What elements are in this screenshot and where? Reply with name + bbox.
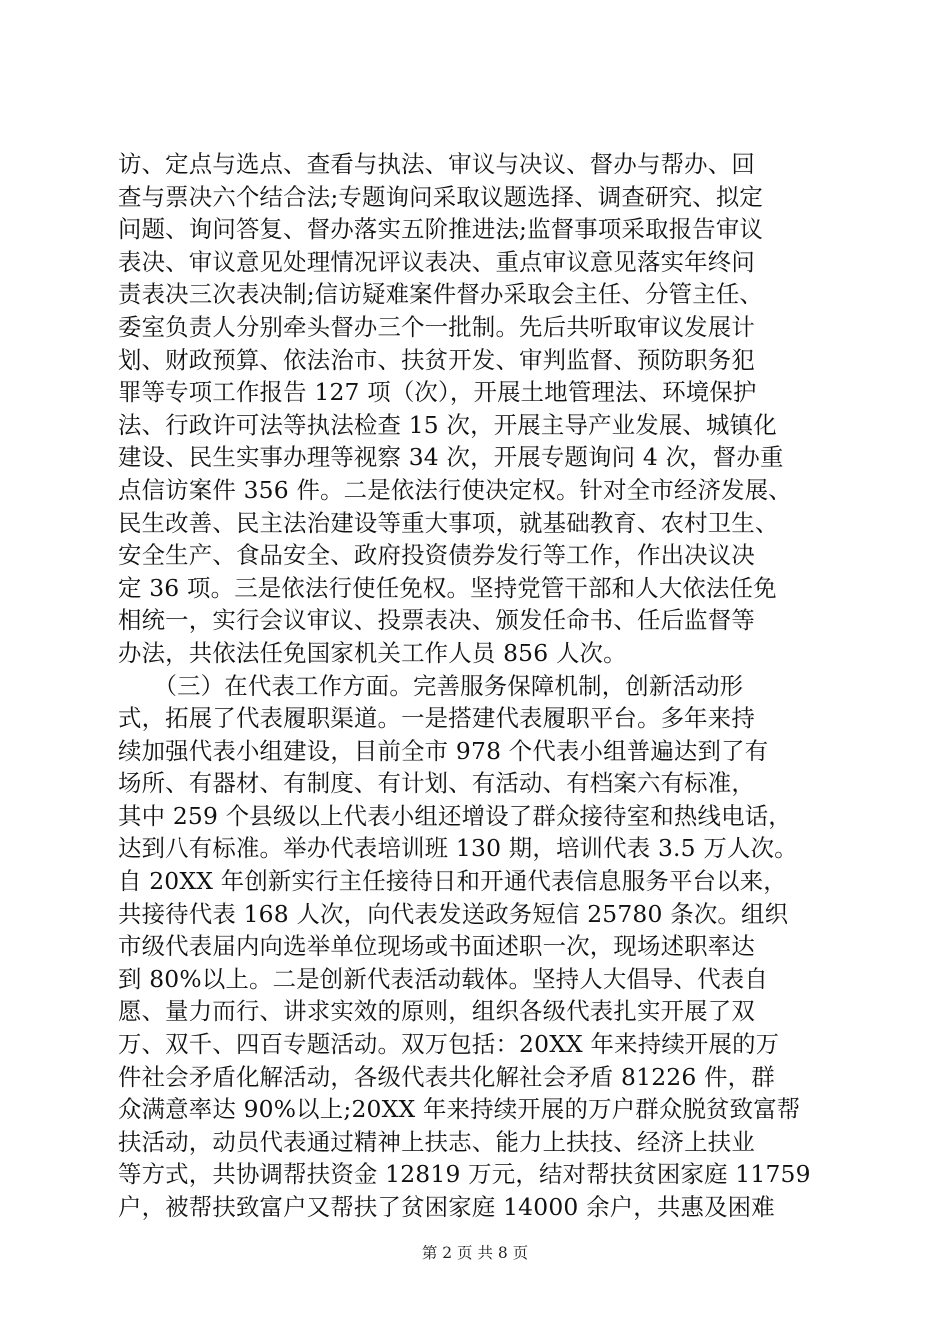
text-line: 民生改善、民主法治建设等重大事项，就基础教育、农村卫生、	[118, 508, 779, 537]
text-line: 问题、询问答复、督办落实五阶推进法;监督事项采取报告审议	[118, 215, 764, 244]
text-line: 件社会矛盾化解活动，各级代表共化解社会矛盾 81226 件，群	[118, 1062, 775, 1091]
text-line: 办法，共依法任免国家机关工作人员 856 人次。	[118, 638, 627, 667]
text-line: 点信访案件 356 件。二是依法行使决定权。针对全市经济发展、	[118, 475, 792, 504]
text-line: 达到八有标准。举办代表培训班 130 期，培训代表 3.5 万人次。	[118, 834, 798, 863]
text-line: 共接待代表 168 人次，向代表发送政务短信 25780 条次。组织	[118, 899, 789, 928]
text-line: 定 36 项。三是依法行使任免权。坚持党管干部和人大依法任免	[118, 573, 777, 602]
text-line: 安全生产、食品安全、政府投资债券发行等工作，作出决议决	[118, 541, 755, 570]
paragraph-start-line: （三）在代表工作方面。完善服务保障机制，创新活动形	[118, 671, 744, 700]
text-line: 等方式，共协调帮扶资金 12819 万元，结对帮扶贫困家庭 11759	[118, 1160, 811, 1189]
text-line: 愿、量力而行、讲求实效的原则，组织各级代表扎实开展了双	[118, 997, 755, 1026]
text-line: 访、定点与选点、查看与执法、审议与决议、督办与帮办、回	[118, 150, 755, 178]
text-line: 责表决三次表决制;信访疑难案件督办采取会主任、分管主任、	[118, 280, 764, 309]
text-line: 罪等专项工作报告 127 项（次），开展土地管理法、环境保护	[118, 378, 757, 407]
page-number-footer: 第 2 页 共 8 页	[421, 1244, 529, 1262]
text-line: 查与票决六个结合法;专题询问采取议题选择、调查研究、拟定	[118, 182, 764, 211]
text-line: 到 80%以上。二是创新代表活动载体。坚持人大倡导、代表自	[118, 964, 768, 993]
text-line: 委室负责人分别牵头督办三个一批制。先后共听取审议发展计	[118, 312, 755, 341]
text-line: 户，被帮扶致富户又帮扶了贫困家庭 14000 余户，共惠及困难	[118, 1193, 775, 1221]
text-line: 众满意率达 90%以上;20XX 年来持续开展的万户群众脱贫致富帮	[118, 1095, 801, 1124]
text-line: 相统一，实行会议审议、投票表决、颁发任命书、任后监督等	[118, 606, 755, 635]
text-line: 续加强代表小组建设，目前全市 978 个代表小组普遍达到了有	[118, 736, 769, 765]
text-line: 万、双千、四百专题活动。双万包括：20XX 年来持续开展的万	[118, 1030, 780, 1059]
text-line: 式，拓展了代表履职渠道。一是搭建代表履职平台。多年来持	[118, 704, 755, 733]
text-line: 场所、有器材、有制度、有计划、有活动、有档案六有标准，	[118, 769, 755, 798]
text-line: 划、财政预算、依法治市、扶贫开发、审判监督、预防职务犯	[118, 345, 755, 374]
text-line: 法、行政许可法等执法检查 15 次，开展主导产业发展、城镇化	[118, 410, 777, 439]
text-line: 扶活动，动员代表通过精神上扶志、能力上扶技、经济上扶业	[118, 1127, 755, 1156]
text-line: 表决、审议意见处理情况评议表决、重点审议意见落实年终问	[118, 247, 755, 276]
text-line: 自 20XX 年创新实行主任接待日和开通代表信息服务平台以来，	[118, 867, 787, 896]
text-line: 市级代表届内向选举单位现场或书面述职一次，现场述职率达	[118, 932, 755, 961]
text-line: 建设、民生实事办理等视察 34 次，开展专题询问 4 次，督办重	[118, 443, 784, 472]
text-line: 其中 259 个县级以上代表小组还增设了群众接待室和热线电话，	[118, 801, 792, 830]
document-body	[118, 148, 830, 1224]
